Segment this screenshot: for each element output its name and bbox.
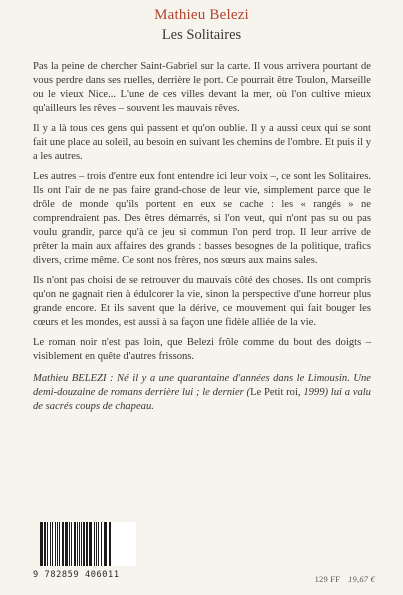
paragraph-2: Il y a là tous ces gens qui passent et qu'on oublie. Il y a aussi ceux qui se sont fait une place au soleil, au besoin en suivant les chemins de l'ombre. Et puis il y a les autres. — [33, 123, 371, 162]
bio-book-title: Le Petit roi — [250, 387, 298, 398]
back-cover-text — [33, 60, 371, 420]
bio-text-1: Mathieu BELEZI : Né il y a une quarantaine d'années dans le Limousin. Une demi-douzaine de romans derrière lui ; le dernier ( — [33, 373, 371, 398]
price — [315, 574, 375, 584]
header — [0, 6, 403, 44]
price-ff: 129 FF — [314, 574, 341, 584]
barcode-bars — [40, 522, 136, 566]
paragraph-3: Les autres – trois d'entre eux font entendre ici leur voix –, ce sont les Solitaires. Ils ont l'air de ne pas faire grand-chose de leur vie, simplement parce que le drôle de monde qu'ils portent en eux se cache : les « rangés » ne comprendraient pas. Des êtres démarrés, si l'on veut, qui n'ont pas su ou pas voulu grandir, parce qu'à ce jeu si commun l'on perd trop. Il leur arrive de prêter la main aux affaires des grands : basses besognes de la politique, trafics divers, crime même. Ce sont nos frères, nos sœurs aux mains sales. — [33, 171, 371, 266]
author-name: Mathieu Belezi — [154, 7, 249, 23]
barcode-digits: 9 782859 406011 — [33, 570, 120, 580]
price-eur: 19,67 € — [348, 574, 375, 584]
paragraph-5: Le roman noir n'est pas loin, que Belezi frôle comme du bout des doigts – visiblement en quête d'autres frissons. — [33, 337, 371, 362]
paragraph-1: Pas la peine de chercher Saint-Gabriel sur la carte. Il vous arrivera pourtant de vous perdre dans ses ruelles, derrière le port. Ce pourrait être Toulon, Marseille ou le vieux Nice... L'une de ces villes devant la mer, où l'on cultive mieux qu'ailleurs les rêves – souvent les mauvais rêves. — [33, 61, 371, 114]
isbn-barcode — [33, 522, 137, 580]
book-title: Les Solitaires — [161, 27, 242, 43]
author-bio — [33, 372, 371, 414]
barcode-gap — [111, 522, 113, 566]
paragraph-4: Ils n'ont pas choisi de se retrouver du mauvais côté des choses. Ils ont compris qu'on ne gagnait rien à édulcorer la vie, sinon la perspective d'une horreur plus grande encore. Et ils savent que la dérive, ce mouvement qui fait bouger les cœurs et les mondes, est aussi à sa façon une fidèle alliée de la vie. — [33, 275, 371, 328]
bio-text-2: , 1999) lui a valu de sacrés coups de chapeau. — [33, 387, 371, 412]
